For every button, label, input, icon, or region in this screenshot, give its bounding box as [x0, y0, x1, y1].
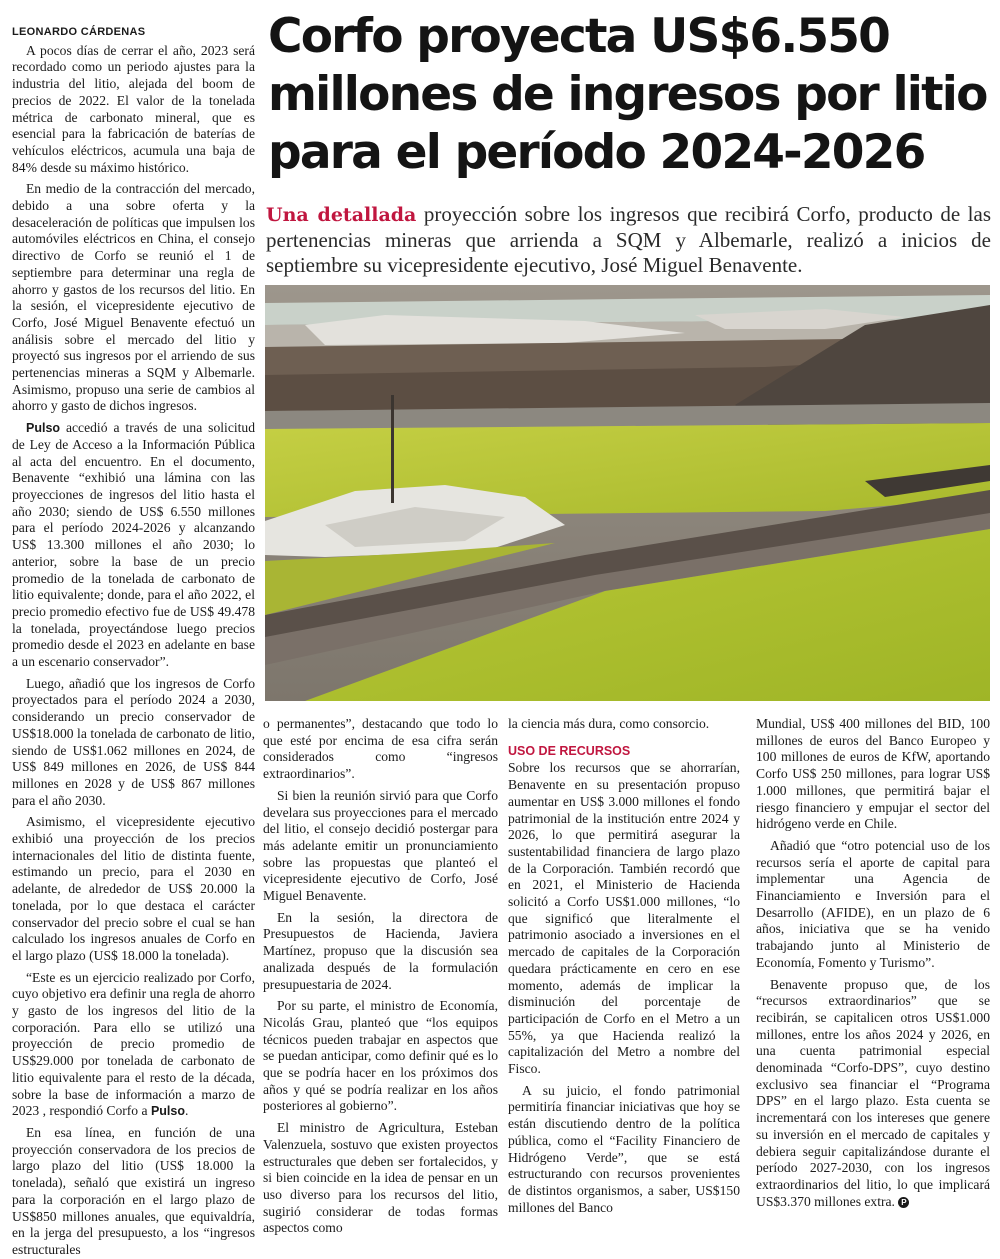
brand-name: Pulso [26, 421, 61, 436]
lead-paragraph [266, 202, 991, 278]
paragraph: A su juicio, el fondo patrimonial permitiría financiar iniciativas que hoy se están discutiendo dentro de la política pública, como el “Facility Financiero de Hidrógeno Verde”, que se está estructurando con recursos provenientes de distintos organismos, a saber, US$150 millones del Banco [508, 1082, 740, 1215]
lead-text: proyección sobre los ingresos que recibirá Corfo, producto de las pertenencias mineras que arrienda a SQM y Albemarle, realizó a inicios de septiembre su vicepresidente ejecutivo, José Miguel Benavente. [266, 202, 991, 277]
paragraph: Si bien la reunión sirvió para que Corfo develara sus proyecciones para el mercado del litio, el consejo decidió postergar para más adelante emitir un pronunciamiento sobre las propuestas que planteó el vicepresidente ejecutivo de Corfo, José Miguel Benavente. [263, 787, 498, 904]
paragraph: Asimismo, el vicepresidente ejecutivo exhibió una proyección de los precios internacionales del litio de distinta fuente, estimando un precio, para el 2030 en adelante, de alrededor de US$ 20.000 la tonelada, por lo que destaca el carácter conservador del precio sobre el cual se han calculado los ingresos anuales de Corfo en el largo plazo (US$ 18.000 la tonelada). [12, 814, 255, 963]
paragraph: Sobre los recursos que se ahorrarían, Benavente en su presentación propuso aumentar en US$ 3.000 millones el fondo patrimonial de la institución entre 2024 y 2026, lo que permitirá asegurar la sustentabilidad financiera de largo plazo de la Corporación. También recordó que en 2021, el Ministerio de Hacienda solicitó a Corfo US$1.000 millones, “lo que significó que literalmente el patrimonio asociado a inversiones en el mercado de capitales de la Corporación quedara prácticamente en cero en ese momento, además de implicar la disminución del porcentaje de participación de Corfo en el Metro a un 55%, ya que Hacienda realizó la capitalización del Metro a nombre del Fisco. [508, 760, 740, 1077]
paragraph [756, 977, 990, 1211]
paragraph: Mundial, US$ 400 millones del BID, 100 millones de euros del Banco Europeo y 100 millones de euros de KfW, aportando Corfo US$ 250 millones, para lograr US$ 1.000 millones, que permitirá bajar el riesgo financiero y empujar el sector del hidrógeno verde en Chile. [756, 716, 990, 832]
paragraph: Luego, añadió que los ingresos de Corfo proyectados para el período 2024 a 2030, considerando un precio conservador de US$18.000 la tonelada de carbonato de litio, siendo de US$1.062 millones en 2024, de US$ 849 millones en 2026, de US$ 844 millones en 2028 y de US$ 867 millones para el año 2030. [12, 675, 255, 808]
brand-name: Pulso [150, 1104, 185, 1119]
paragraph: En esa línea, en función de una proyección conservadora de los precios de largo plazo del litio (US$ 18.000 la tonelada), señaló que existirá un ingreso para la corporación en el largo plazo de US$850 millones anuales, que equivaldría, en la jerga del presupuesto, a los “ingresos estructurales [12, 1125, 255, 1257]
paragraph: En medio de la contracción del mercado, debido a una sobre oferta y la desaceleración de políticas que impulsen los automóviles eléctricos en China, el consejo directivo de Corfo se reunió el 1 de septiembre para determinar una regla de ahorro y gastos de los recursos del litio. En la sesión, el vicepresidente ejecutivo de Corfo, José Miguel Benavente efectuó un análisis sobre el mercado del litio y proyectó sus ingresos por el arriendo de sus pertenencias mineras a SQM y Albemarle. Asimismo, propuso una serie de cambios al ahorro y gasto de dichos ingresos. [12, 181, 255, 414]
paragraph [12, 420, 255, 671]
paragraph-text: Benavente propuso que, de los “recursos extraordinarios” que se recibirán, se capitalicen otros US$1.000 millones, entre los años 2024 y 2026, en una cuenta patrimonial especial denominada “Corfo-DPS”, cuyo destino exclusivo sea financiar el “Programa DPS” en el largo plazo. Esta cuenta se incrementará con los intereses que genere su inversión en el mercado de capitales y debiera seguir capitalizándose durante el período 2027-2030, con los ingresos extraordinarios del litio, lo que implicará US$3.370 millones extra. [756, 976, 990, 1209]
paragraph [12, 970, 255, 1120]
paragraph-text: “Este es un ejercicio realizado por Corfo, cuyo objetivo era definir una regla de ahorro y gasto de los ingresos del litio de la corporación. Para ello se utilizó una proyección de precio promedio de US$29.000 por tonelada de carbonato de litio equivalente para el resto de la década, sobre la base de información a marzo de 2023 , respondió Corfo a [12, 969, 255, 1119]
paragraph: o permanentes”, destacando que todo lo que esté por encima de esa cifra serán considerados como “ingresos extraordinarios”. [263, 716, 498, 782]
paragraph: En la sesión, la directora de Presupuestos de Hacienda, Javiera Martínez, propuso que la discusión sea analizada después de la formulación presupuestaria de 2024. [263, 909, 498, 992]
paragraph: El ministro de Agricultura, Esteban Valenzuela, sostuvo que existen proyectos estructurales que deben ser fortalecidos, y si bien coincide en la idea de pensar en un uso diverso para los recursos del litio, sugirió considerar de todas formas aspectos como [263, 1120, 498, 1236]
paragraph: Añadió que “otro potencial uso de los recursos sería el aporte de capital para implementar una Agencia de Financiamiento e Inversión para el Desarrollo (AFIDE), en un plazo de 6 años, iniciativa que se ha venido trabajando junto al Ministerio de Economía, Fomento y Turismo”. [756, 837, 990, 970]
paragraph-text: accedió a través de una solicitud de Ley de Acceso a la Información Pública al acta del encuentro. En el documento, Benavente “exhibió una lámina con las proyecciones de ingresos del litio hasta el año 2030; siendo de US$ 6.550 millones para el período 2024-2026 y alcanzando US$ 13.300 millones el año 2030; lo anterior, sobre la base de un precio promedio de la tonelada de carbonato de litio equivalente; donde, para el año 2022, el precio promedio efectivo fue de US$ 49.478 la tonelada, proyectándose luego precios promedio desde el 2023 en adelante en base a un escenario conservador”. [12, 420, 255, 670]
paragraph: A pocos días de cerrar el año, 2023 será recordado como un periodo ajustes para la industria del litio, alejada del boom de precios de 2022. El valor de la tonelada métrica de carbonato mineral, que es esencial para la fabricación de baterías de vehículos eléctricos, acumula una baja de 84% desde su máximo histórico. [12, 42, 255, 175]
article-column-4 [756, 716, 990, 1209]
end-mark-icon: P [898, 1197, 909, 1208]
lithium-ponds-photo [265, 285, 990, 701]
photo-illustration [265, 285, 990, 701]
paragraph-text: . [185, 1103, 189, 1119]
article-column-1 [12, 24, 255, 1257]
paragraph: Por su parte, el ministro de Economía, Nicolás Grau, planteó que “los equipos técnicos pueden trabajar en aspectos que se puedan anticipar, como definir qué es lo que se podría hacer en los próximos dos años y qué se podría realizar en los años posteriores al gobierno”. [263, 998, 498, 1114]
paragraph: la ciencia más dura, como consorcio. [508, 716, 710, 731]
section-subhead: USO DE RECURSOS [508, 743, 631, 758]
article-column-3 [508, 716, 740, 1215]
article-column-2 [263, 716, 498, 1236]
headline: Corfo proyecta US$6.550 millones de ingresos por litio para el período 2024-2026 [268, 9, 987, 180]
byline: LEONARDO CÁRDENAS [12, 26, 146, 38]
lead-accent: Una detallada [266, 204, 417, 226]
